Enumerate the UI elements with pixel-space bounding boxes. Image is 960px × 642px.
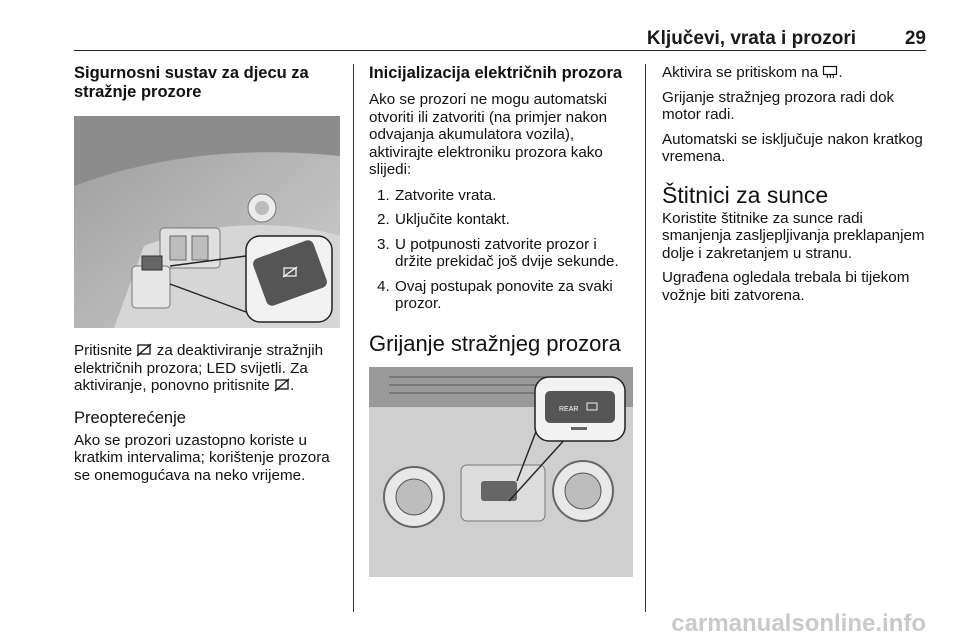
door-panel-illustration bbox=[74, 116, 340, 328]
section-heading: Sigurnosni sustav za djecu za stražnje prozore bbox=[74, 64, 309, 101]
child-lock-icon bbox=[136, 343, 152, 357]
section-heading: Inicijalizacija električnih prozora bbox=[369, 64, 623, 82]
door-switch-figure bbox=[74, 116, 340, 328]
paragraph: Koristite štitnike za sunce radi smanjenja zasljepljivanja preklapanjem dolje i zakretanjem u stranu. bbox=[662, 209, 925, 262]
console-figure bbox=[369, 367, 633, 577]
center-console-illustration bbox=[369, 367, 633, 577]
column-2 bbox=[369, 64, 637, 577]
overload-paragraph: Ako se prozori uzastopno koriste u kratkim intervalima; korištenje prozora se onemogućava na neko vrijeme. bbox=[74, 431, 330, 484]
paragraph: Automatski se isključuje nakon kratkog vremena. bbox=[662, 130, 923, 165]
column-divider bbox=[353, 64, 354, 612]
subheading: Preopterećenje bbox=[74, 408, 186, 427]
column-divider bbox=[645, 64, 646, 612]
section-title: Grijanje stražnjeg prozora bbox=[369, 330, 621, 356]
paragraph: Ugrađena ogledala trebala bi tijekom vožnje biti zatvorena. bbox=[662, 269, 910, 304]
rear-button-label: REAR bbox=[559, 405, 579, 413]
page-header bbox=[74, 26, 926, 51]
paragraph: Grijanje stražnjeg prozora radi dok motor radi. bbox=[662, 88, 895, 123]
column-1 bbox=[74, 64, 342, 491]
watermark: carmanualsonline.info bbox=[671, 610, 926, 637]
child-lock-icon bbox=[274, 378, 290, 392]
activate-paragraph: Aktivira se pritiskom na . bbox=[662, 64, 843, 81]
list-item: 3. U potpunosti zatvorite prozor i držite prekidač još dvije sekunde. bbox=[377, 235, 619, 270]
intro-paragraph: Ako se prozori ne mogu automatski otvoriti ili zatvoriti (na primjer nakon odvajanja akumulatora vozila), aktivirajte elektroniku prozora kako slijedi: bbox=[369, 91, 608, 178]
section-title: Štitnici za sunce bbox=[662, 181, 829, 208]
chapter-title: Ključevi, vrata i prozori bbox=[646, 28, 856, 49]
list-item: 1. Zatvorite vrata. bbox=[377, 186, 497, 204]
steps-list bbox=[369, 187, 637, 313]
list-item: 4. Ovaj postupak ponovite za svaki prozor. bbox=[377, 277, 613, 312]
column-3 bbox=[662, 64, 932, 311]
lock-paragraph: Pritisnite za deaktiviranje stražnjih električnih prozora; LED svijetli. Za aktiviranje, ponovno pritisnite . bbox=[74, 342, 324, 394]
page-number: 29 bbox=[904, 28, 926, 49]
list-item: 2. Uključite kontakt. bbox=[377, 211, 510, 228]
rear-defrost-icon bbox=[822, 65, 838, 79]
